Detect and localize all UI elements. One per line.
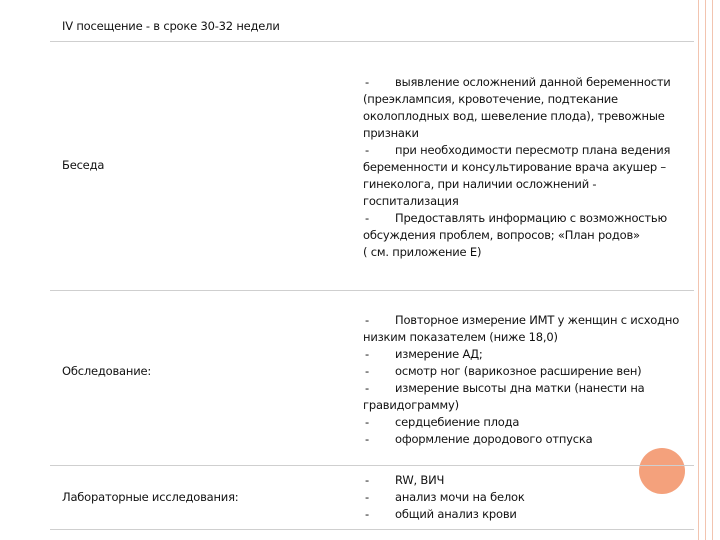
list-item (363, 431, 695, 448)
list-item (363, 380, 695, 414)
list-dash: - (365, 381, 369, 395)
list-item (363, 472, 695, 489)
list-dash: - (365, 507, 369, 521)
list-item-text: оформление дородового отпуска (395, 432, 593, 446)
list-item-text: (преэклампсия, кровотечение, подтекание (363, 92, 618, 106)
list-item-text: общий анализ крови (395, 507, 517, 521)
list-dash: - (365, 364, 369, 378)
list-item-text: сердцебиение плода (395, 415, 520, 429)
list-item (363, 312, 695, 346)
list-item-text: осмотр ног (варикозное расширение вен) (395, 364, 642, 378)
list-item-text: признаки (363, 126, 419, 140)
row-label-examination: Обследование: (62, 364, 152, 378)
decorative-line-right (712, 0, 713, 540)
list-item-text: обсуждения проблем, вопросов; «План родов» (363, 228, 640, 242)
table-divider (50, 41, 694, 42)
row-items-conversation (363, 74, 695, 261)
list-item-text: гинеколога, при наличии осложнений - (363, 177, 597, 191)
list-dash: - (365, 75, 369, 89)
row-items-examination (363, 312, 695, 448)
list-item-text: выявление осложнений данной беременности (395, 75, 671, 89)
decorative-line-left (698, 0, 699, 540)
list-item-text: околоплодных вод, шевеление плода), тревожные (363, 109, 665, 123)
list-item (363, 210, 695, 244)
list-dash: - (365, 473, 369, 487)
list-dash: - (365, 313, 369, 327)
list-item-text: низким показателем (ниже 18,0) (363, 330, 558, 344)
list-item-text: Повторное измерение ИМТ у женщин с исходно (395, 313, 680, 327)
list-item (363, 363, 695, 380)
list-dash: - (365, 415, 369, 429)
list-item-text: гравидограмму) (363, 398, 459, 412)
appendix-note: ( см. приложение Е) (363, 245, 482, 259)
list-dash: - (365, 347, 369, 361)
list-item-text: госпитализация (363, 194, 459, 208)
list-dash: - (365, 490, 369, 504)
list-item-text: Предоставлять информацию с возможностью (395, 211, 667, 225)
list-dash: - (365, 211, 369, 225)
list-item-text: анализ мочи на белок (395, 490, 525, 504)
list-item-text: измерение АД; (395, 347, 483, 361)
list-item (363, 74, 695, 142)
list-item (363, 506, 695, 523)
list-item (363, 346, 695, 363)
list-item-text: при необходимости пересмотр плана ведения (395, 143, 671, 157)
list-item-text: измерение высоты дна матки (нанести на (395, 381, 645, 395)
list-item (363, 489, 695, 506)
table-divider (50, 290, 694, 291)
list-item (363, 414, 695, 431)
list-item-text: беременности и консультирование врача акушер – (363, 160, 666, 174)
table-divider (50, 465, 694, 466)
row-label-conversation: Беседа (62, 158, 105, 172)
list-item (363, 142, 695, 210)
table-divider (50, 529, 694, 530)
row-items-lab-tests (363, 472, 695, 523)
row-label-lab-tests: Лабораторные исследования: (62, 490, 239, 504)
list-dash: - (365, 143, 369, 157)
list-dash: - (365, 432, 369, 446)
decorative-line-middle (705, 0, 706, 540)
table-title: IV посещение - в сроке 30-32 недели (62, 19, 280, 33)
list-item-text: RW, ВИЧ (395, 473, 445, 487)
